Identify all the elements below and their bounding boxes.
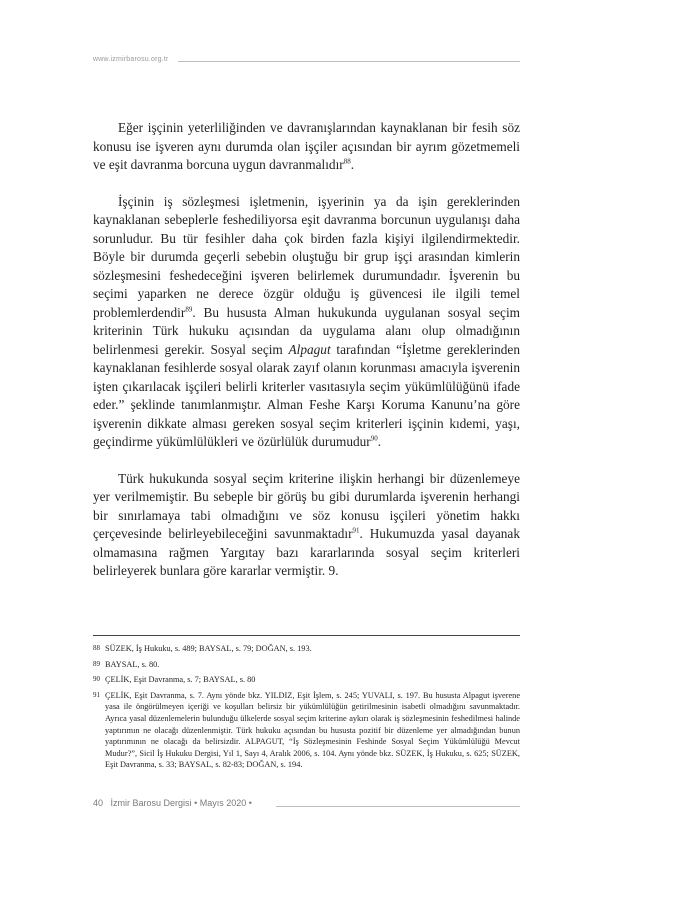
footnote-text: BAYSAL, s. 80. [105, 659, 160, 669]
paragraph [93, 193, 520, 452]
text-run: tarafından “İşletme gereklerinden kaynaklanan fesihlerde sosyal olarak zayıf olanın korunması amacıyla işverenin işten çıkarılacak işçileri belirli kriterler vasıtasıyla seçim yükümlülüğünü ifade eder.” şeklinde tanımlanmıştır. Alman Feshe Karşı Koruma Kanunu’na göre işverenin dikkate alması gereken sosyal seçim kriterleri işçinin kıdemi, yaşı, geçindirme yükümlülükleri ve özürlülük durumudur [93, 341, 520, 449]
footnote-text: ÇELİK, Eşit Davranma, s. 7. Aynı yönde bkz. YILDIZ, Eşit İşlem, s. 245; YUVALI, s. 197. Bu hususta Alpagut işverene yasa ile öngörülmeyen içeriği ve koşulları belirsiz bir yükümlülüğün getirilmesinin isabetli olmadığını savunmaktadır. Ayrıca yasal düzenlemelerin bulunduğu ülkelerde sosyal seçim kriterine aykırı olarak iş sözleşmesinin feshedilmesi halinde yaptırımın ne olacağı düzenlenmiştir. Türk hukuku açısından bu hususta pozitif bir düzenleme yer almadığından bunun yaptırımının ne olacağı da belirsizdir. ALPAGUT, “İş Sözleşmesinin Feshinde Sosyal Seçim Yükümlülüğü Mevcut Mudur?”, Sicil İş Hukuku Dergisi, Yıl 1, Sayı 4, Aralık 2006, s. 104. Aynı yönde bkz. SÜZEK, İş Hukuku, s. 625; SÜZEK, Eşit Davranma, s. 33; BAYSAL, s. 82-83; DOĞAN, s. 194. [105, 690, 520, 770]
footnote [93, 690, 520, 771]
footnote [93, 643, 520, 655]
footnote-ref: 88 [343, 157, 351, 166]
footnote-number: 91 [93, 690, 100, 699]
issue-date: Mayıs 2020 [199, 798, 247, 808]
journal-name: İzmir Barosu Dergisi [110, 798, 192, 808]
text-run: . Bu hususta Alman hukukunda uygulanan sosyal seçim kriterinin Türk hukuku açısından da uygulama alanı olup olmadığının belirlenmesi gerekir. Sosyal seçim [93, 304, 520, 357]
footnote-ref: 91 [352, 526, 360, 535]
footer-separator: • [248, 798, 252, 808]
footnote [93, 659, 520, 671]
footnote-ref: 90 [370, 434, 378, 443]
footnote-ref: 89 [185, 305, 193, 314]
text-run: . [350, 157, 355, 172]
text-run: Eğer işçinin yeterliliğinden ve davranışlarından kaynaklanan bir fesih söz konusu ise işveren aynı durumda olan işçiler açısından bir ayrım gözetmemeli ve eşit davranma borcuna uygun davranmalıdır [93, 120, 520, 172]
footnote-number: 90 [93, 675, 100, 684]
footnote-text: ÇELİK, Eşit Davranma, s. 7; BAYSAL, s. 80 [105, 675, 256, 685]
header-rule [178, 61, 520, 62]
footer-separator: • [194, 798, 198, 808]
footer-rule [276, 806, 520, 807]
body-text [93, 119, 520, 581]
footnotes [93, 643, 520, 775]
text-run: Türk hukukunda sosyal seçim kriterine ilişkin herhangi bir düzenlemeye yer verilmemiştir. Bu sebeple bir görüş bu gibi durumlarda işverenin herhangi bir sınırlamaya tabi olmadığını ve söz konusu işçileri yönetim hakkı çerçevesinde belirleyebileceğini savunmaktadır [93, 470, 520, 541]
footnote-number: 88 [93, 644, 100, 652]
footnote-separator [93, 635, 520, 636]
paragraph [93, 470, 520, 581]
header-url: www.izmirbarosu.org.tr [93, 56, 169, 63]
page-number: 40 [93, 798, 104, 808]
footnote-number: 89 [93, 659, 100, 668]
footnote-text: SÜZEK, İş Hukuku, s. 489; BAYSAL, s. 79; DOĞAN, s. 193. [105, 644, 312, 653]
page-footer [93, 798, 252, 808]
paragraph [93, 119, 520, 175]
footnote [93, 674, 520, 686]
text-run: . [377, 434, 382, 449]
emphasis-text: Alpagut [288, 341, 331, 357]
text-run: . Hukumuzda yasal dayanak olmamasına rağmen Yargıtay bazı kararlarında sosyal seçim kriterleri belirleyerek bunlara göre kararlar vermiştir. 9. [93, 526, 520, 578]
text-run: İşçinin iş sözleşmesi işletmenin, işyerinin ya da işin gereklerinden kaynaklanan sebeplerle feshediliyorsa eşit davranma borcunun uygulanışı daha sorunludur. Bu tür fesihler daha çok birden fazla kişiyi ilgilendirmektedir. Böyle bir durumda geçerli sebebin oluştuğu bir grup işçi arasından kimlerin sözleşmesini feshedeceğini işveren belirlemek durumundadır. İşverenin bu seçimi yaparken ne derece özgür olduğu iş güvencesi ile ilgili temel problemlerdendir [93, 193, 520, 320]
